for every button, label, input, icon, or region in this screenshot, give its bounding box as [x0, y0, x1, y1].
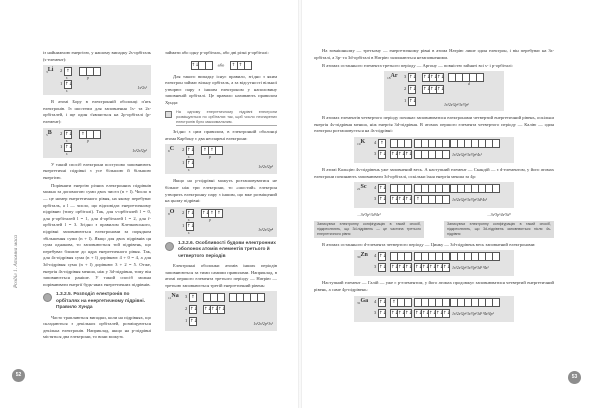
- orbital-diagram-o: $_8$O 2 ↑↓ ↑↓ ↑ ↑ s p 1 ↑↓ s 1s²2s²2p⁴: [165, 207, 277, 237]
- chapter-side-label: Розділ 1. Атомна маса: [13, 234, 19, 288]
- element-symbol: $_8$O: [168, 208, 175, 216]
- paragraph: В атомі Кальцію 4s-підрівень уже заповнений весь. А наступний елемент — Скандій — є d-елементом, у його атомах електрони починають заповнювати 3d-орбіталі, оскільки їхня енергія менша за 4p:: [314, 167, 554, 179]
- paragraph: Часто трапляються випадки, коли на підрівнях, що складаються з декількох орбіталей, розміщуються декілька електронів. Наприклад, якщо на p-підрівні містяться два електрони, то вони можуть: [43, 314, 151, 340]
- orbital-box-1s: ↑↓: [409, 99, 417, 105]
- hint-box: Записуючи електронну конфігурацію в такий спосіб, підкреслюють, що 3d-підрівень заповнюється після 4s-підрівня: [444, 221, 554, 238]
- orbital-box-1s: ↑↓: [190, 319, 198, 325]
- paragraph: Якщо на p-підрівні можуть розташовуватися не більше ніж три електрони, то «шостий» електрон утворить електронну пару з іншим, що вже розміщений на цьому підрівні:: [165, 178, 277, 204]
- electron-config: 1s²2s²2p⁶3s²3p⁶3d¹⁰4s²: [452, 265, 489, 271]
- paragraph: В атомах елементів четвертого періоду починає заповнюватися електронами четвертий енергетичний рівень, оскільки енергія 4s-підрівня менша, ніж енергія 3d-підрівня. В атомах першого елемента четвертого періоду — Калію — один електрон розташовується на 4s-підрівні:: [314, 115, 554, 134]
- electron-config: 1s²2s²2p¹: [132, 147, 147, 153]
- orbital-box-4d: [414, 139, 450, 148]
- left-page: [0, 0, 298, 408]
- orbital-box-2p: ↑↓ ↑ ↑: [201, 209, 223, 218]
- element-symbol: $_5$B: [46, 129, 52, 137]
- config-notation-comparison: [314, 212, 554, 238]
- orbital-box-4s: ↑↓: [379, 254, 387, 260]
- orbital-box-3s: ↑↓: [379, 197, 387, 203]
- electron-config: 1s²2s²2p⁴: [258, 226, 273, 232]
- paragraph: У такий спосіб електрони поступово заповнюють енергетичні підрівні з усе більшою й більшою енергією.: [43, 161, 151, 180]
- electron-config: 1s²2s²2p⁶3s¹: [253, 321, 273, 327]
- orbital-box-3d: ↑↓ ↑↓ ↑↓ ↑↓ ↑↓: [415, 310, 451, 316]
- element-symbol: $_{21}$Sc: [357, 184, 367, 192]
- paragraph: Згідно з цим правилом, в електронній оболонці атома Карбону є два неспарені електрони:: [165, 129, 277, 141]
- orbital-box-paired: ↑↓: [191, 61, 213, 70]
- orbital-diagram-sc: $_{21}$Sc 4 ↑↓ 3 ↑↓ ↑↓ ↑↓ ↑↓ ↑ 1s²2s²2p⁶3s²3p⁶3d¹4s²: [354, 182, 514, 208]
- orbital-box-1s: ↑↓: [65, 82, 73, 88]
- orbital-box-3p: ↑↓ ↑↓ ↑↓: [391, 152, 413, 158]
- note-icon: [165, 111, 172, 118]
- right-page: [302, 0, 600, 408]
- section-heading-1-3-2-6: 1.3.2.6. Особливості будови електронних оболонок атомів елементів третього й четвертого періодів: [165, 241, 277, 260]
- orbital-box-2p: ↑↓ ↑↓ ↑↓: [204, 307, 226, 313]
- orbital-box-3d: [229, 293, 265, 302]
- orbital-diagram-c: $_6$C 2 ↑↓ ↑ ↑ s p 1 ↑↓ s 1s²2s²2p²: [165, 144, 277, 174]
- orbital-diagram-ar: $_{18}$Ar 3 ↑↓ ↑↓ ↑↓ ↑↓ d 2 ↑↓ ↑↓ ↑↓ ↑↓ 1 ↑↓ 1s²2s²2p⁶3s²3p⁶: [384, 71, 504, 111]
- element-symbol: $_3$Li: [46, 67, 54, 75]
- orbital-box-4p: [390, 252, 412, 261]
- orbital-box-4f: [450, 252, 500, 261]
- orbital-box-4s: ↑: [378, 139, 386, 148]
- orbital-box-2s: ↑: [64, 67, 72, 76]
- element-symbol: $_{31}$Ga: [357, 297, 369, 305]
- orbital-box-4p: [390, 184, 412, 193]
- orbital-box-2s: ↑↓: [187, 210, 195, 216]
- section-bullet-icon: [43, 293, 52, 302]
- left-column-1: [43, 50, 151, 342]
- orbital-box-3s: ↑↓: [379, 152, 387, 158]
- orbital-diagram-zn: $_{30}$Zn 4 ↑↓ 3 ↑↓ ↑↓ ↑↓ ↑↓ ↑↓ ↑↓ ↑↓ ↑↓ ↑↓ 1s²2s²2p⁶3s²3p⁶3d¹⁰4s²: [354, 250, 514, 276]
- paragraph: В атомах останнього елемента третього періоду — Аргону — повністю зайняті всі s- і p-орбіталі:: [322, 62, 513, 68]
- electron-config: 1s²2s²2p²: [258, 164, 273, 170]
- orbital-box-3p: ↑↓ ↑↓ ↑↓: [391, 265, 413, 271]
- orbital-box-2s: ↑↓: [187, 148, 195, 154]
- page-number-right: 53: [568, 371, 581, 384]
- orbital-diagram-li: $_3$Li 2 ↑ s p 1 ↑↓ s 1s²2s¹: [43, 65, 151, 95]
- orbital-box-2p: ↑ ↑: [201, 146, 223, 155]
- orbital-box-4s: ↑↓: [379, 299, 387, 305]
- right-column: [314, 48, 554, 326]
- paragraph: Для такого випадку існує правило, згідно з яким електрон займає вільну орбіталь, а за відсутності вільної утворює пару з іншим електроном у наполовину заповненій орбіталі. Це правило називають правилом Хунда:: [165, 73, 277, 105]
- orbital-box-3d: [448, 73, 484, 82]
- orbital-box-3d: [414, 150, 450, 159]
- orbital-box-3p: ↑↓ ↑↓ ↑↓: [423, 75, 445, 81]
- orbital-box-3p: [203, 293, 225, 302]
- orbital-box-2p: ↑↓ ↑↓ ↑↓: [423, 87, 445, 93]
- rule-note: На одному енергетичному підрівні електрони розміщуються по орбіталях так, щоб число неспарених електронів було максимальним.: [165, 110, 277, 127]
- orbital-comparison: ↑↓ або ↑ ↑: [165, 61, 277, 70]
- electron-config: 1s²2s²2p⁶3s²3p⁶4s¹: [452, 152, 482, 158]
- orbital-box-2s: ↑↓: [190, 307, 198, 313]
- paragraph: В атомах останнього d-елемента четвертого періоду — Цинку — 3d-підрівень весь заповнений електронами:: [322, 241, 536, 247]
- orbital-box-3p: ↑↓ ↑↓ ↑↓: [391, 197, 413, 203]
- orbital-box-3s: ↑↓: [379, 310, 387, 316]
- orbital-box-4s: ↑↓: [379, 186, 387, 192]
- orbital-diagram-k: $_{19}$K 4 ↑ 3 ↑↓ ↑↓ ↑↓ ↑↓ 1s²2s²2p⁶3s²3p⁶4s¹: [354, 137, 514, 163]
- orbital-box-2p: ↑: [79, 130, 101, 139]
- orbital-box-4d: [414, 184, 450, 193]
- paragraph: В атомі Бору в електронній оболонці п'ять електронів. Із шостеми для заповнення 1s- та 2s-орбіталей, і ще один з'являється на 2p-орбіталі (p-елемент):: [43, 99, 151, 124]
- element-symbol: $_{19}$K: [357, 139, 366, 147]
- orbital-box-3p: ↑↓ ↑↓ ↑↓: [391, 310, 413, 316]
- hint-box: Записуючи електронну конфігурацію в такий спосіб, підкреслюють, що 3d-підрівень — це частина третього енергетичного рівня: [314, 221, 424, 238]
- element-symbol: $_{11}$Na: [168, 293, 179, 301]
- orbital-box-4p: [390, 139, 412, 148]
- paragraph: із найнижчою енергією, у нашому випадку 2s-орбіталь (s-елемент):: [43, 50, 151, 62]
- orbital-box-3d: ↑: [414, 195, 450, 204]
- orbital-box-2p: [79, 67, 101, 76]
- orbital-box-3s: ↑↓: [409, 75, 417, 81]
- element-symbol: $_6$C: [168, 146, 175, 154]
- paragraph: На зовнішньому — третьому — енергетичному рівні в атома Натрію лише один електрон, і він перебуває на 3s-орбіталі, а 3p- та 3d-орбіталі в Натрію залишаються незаповненими.: [314, 48, 554, 60]
- paragraph: Порівняти енергію різних електронних підрівнів можна за допомогою суми двох чисел (n + l). Число n — це номер енергетичного рівня, на якому перебуває орбіталь, а l — число, що відповідає енергетичному підрівню (типу орбіталі). Так, для s-орбіталей l = 0, для p-орбіталей l = 1, для d-орбіталей l = 2, для f-орбіталей l = 3. Згідно з правилом Клечковського, підрівні заповнюються електронами за порядком збільшення суми (n + l). Якщо для двох підрівнів ця сума однакова, то заповнюється той підрівень, що перебуває ближче до ядра енергетичного рівня. Так, для 4s-підрівня сума (n + l) дорівнює 4 + 0 = 4, а для 3d-підрівня сума (n + l) дорівнює 3 + 2 = 5. Отже, енергія 4s-підрівня менша, ніж у 3d-підрівня, тому він заповнюється раніше. У такий спосіб можна порівнювати енергії будь-яких енергетичних підрівнів.: [43, 182, 151, 287]
- electron-config: 1s²2s²2p⁶3s²3p⁶3d¹⁰4s²4p¹: [452, 310, 494, 316]
- electron-config: 1s²2s²2p⁶3s²3p⁶3d¹4s²: [452, 197, 488, 203]
- orbital-box-3d: ↑↓ ↑↓ ↑↓ ↑↓ ↑↓: [415, 265, 451, 271]
- notation-a: ...3s²3p⁶3d¹4s² Записуючи електронну конфігурацію в такий спосіб, підкреслюють, що 3d-підрівень — це частина третього енергетичного рівня: [314, 212, 424, 238]
- orbital-diagram-na: $_{11}$Na 3 ↑ 2 ↑↓ ↑↓ ↑↓ ↑↓ 1 ↑↓ 1s²2s²2p⁶3s¹: [165, 291, 277, 331]
- orbital-box-4f: [450, 139, 500, 148]
- orbital-box-4d: [414, 298, 450, 307]
- electron-config: 1s²2s²2p⁶3s²3p⁶: [444, 102, 470, 108]
- orbital-box-2s: ↑↓: [409, 87, 417, 93]
- orbital-box-3s: ↑↓: [379, 265, 387, 271]
- orbital-box-4f: [450, 184, 500, 193]
- notation-b: ...3s²3p⁶4s²3d¹ Записуючи електронну конфігурацію в такий спосіб, підкреслюють, що 3d-підрівень заповнюється після 4s-підрівня: [444, 212, 554, 238]
- orbital-box-unpaired: ↑ ↑: [230, 61, 252, 70]
- left-column-2: [165, 50, 277, 335]
- orbital-box-1s: ↑↓: [187, 223, 195, 229]
- paragraph: займати або одну p-орбіталь, або дві різні p-орбіталі:: [165, 50, 269, 55]
- orbital-box-1s: ↑↓: [187, 161, 195, 167]
- section-heading-1-3-2-5: 1.3.2.5. Розподіл електронів по орбіталях на енергетичному підрівні. Правило Хунда: [43, 292, 151, 311]
- orbital-box-4p: ↑: [390, 298, 412, 307]
- element-symbol: $_{18}$Ar: [387, 73, 398, 81]
- orbital-box-4f: [450, 298, 500, 307]
- section-bullet-icon: [165, 242, 174, 251]
- orbital-box-2s: ↑↓: [65, 131, 73, 137]
- electron-config: 1s²2s¹: [137, 85, 147, 91]
- orbital-diagram-b: $_5$B 2 ↑↓ ↑ s p 1 ↑↓ s 1s²2s²2p¹: [43, 128, 151, 158]
- paragraph: Наступний елемент — Галій — уже є p-елементом, у його атомах продовжує заповнюватися четвертий енергетичний рівень, а саме 4p-підрівень:: [314, 280, 554, 293]
- paragraph: Електронні оболонки атомів інших періодів заповнюються за тими самими правилами. Наприклад, в атомі першого елемента третього періоду — Натрію — третьою заповнюється третій енергетичний рівень:: [165, 262, 277, 288]
- orbital-box-3s: ↑: [189, 293, 197, 302]
- orbital-box-4d: [414, 252, 450, 261]
- page-number-left: 52: [12, 369, 25, 382]
- orbital-diagram-ga: $_{31}$Ga 4 ↑↓ ↑ 3 ↑↓ ↑↓ ↑↓ ↑↓ ↑↓ ↑↓ ↑↓ ↑↓ ↑↓ 1s²2s²2p⁶3s²3p⁶3d¹⁰4s²4p¹: [354, 296, 514, 322]
- orbital-box-1s: ↑↓: [65, 144, 73, 150]
- element-symbol: $_{30}$Zn: [357, 252, 368, 260]
